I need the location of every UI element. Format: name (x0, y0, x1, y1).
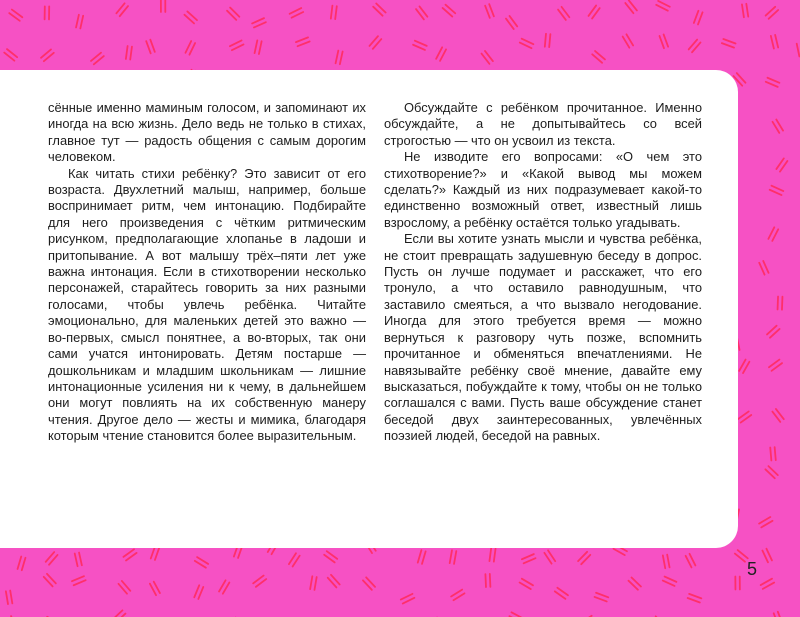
confetti-mark (759, 261, 768, 275)
confetti-mark (418, 550, 426, 564)
confetti-mark (75, 553, 82, 567)
confetti-mark (72, 576, 86, 585)
confetti-mark (45, 6, 50, 19)
confetti-mark (520, 579, 533, 589)
confetti-mark (663, 555, 670, 569)
confetti-mark (778, 297, 783, 310)
confetti-mark (623, 34, 633, 47)
confetti-mark (766, 7, 779, 19)
confetti-mark (772, 409, 783, 422)
confetti-mark (767, 326, 780, 338)
confetti-mark (126, 46, 132, 59)
confetti-mark (481, 51, 492, 64)
confetti-mark (310, 576, 317, 590)
paragraph: Если вы хотите узнать мысли и чувства ребёнка, не стоит превращать задушевную беседу в допрос. Пусть он лучше подумает и расскажет, что его тронуло, а что оставило равнодушным, что заставило смеяться, а что вызвало негодование. Иногда для этого требуется время — можно вернуться к разговору чуть позже, вспомнить прочитанное и обменяться впечатлениями. Не навязывайте ребёнку своё мнение, давайте ему высказаться, побуждайте к тому, чтобы он не только соглашался с вами. Пусть ваше обсуждение станет беседой двух заинтересованных, увлечённых поэзией людей, беседой на равных. (384, 231, 702, 444)
confetti-mark (769, 360, 782, 371)
confetti-mark (770, 186, 784, 195)
confetti-mark (765, 466, 777, 478)
confetti-mark (230, 40, 244, 50)
confetti-mark (522, 554, 536, 563)
confetti-mark (688, 594, 702, 603)
confetti-mark (416, 6, 427, 19)
confetti-mark (6, 591, 12, 605)
confetti-mark (628, 578, 640, 590)
confetti-mark (544, 550, 555, 563)
confetti-mark (506, 16, 517, 29)
confetti-mark (369, 36, 381, 49)
confetti-mark (195, 557, 208, 568)
confetti-mark (255, 40, 262, 54)
confetti-mark (443, 5, 456, 17)
confetti-mark (555, 588, 568, 599)
confetti-mark (595, 593, 609, 602)
confetti-mark (331, 6, 337, 19)
confetti-mark (151, 546, 159, 560)
confetti-mark (373, 4, 385, 16)
confetti-mark (18, 557, 26, 571)
confetti-mark (774, 612, 783, 617)
confetti-mark (656, 1, 670, 11)
confetti-mark (545, 34, 551, 47)
confetti-mark (328, 575, 340, 588)
confetti-mark (694, 11, 703, 25)
confetti-mark (558, 7, 569, 20)
confetti-mark (44, 574, 56, 587)
confetti-mark (722, 39, 736, 48)
paragraph: Как читать стихи ребёнку? Это зависит от его возраста. Двухлетний малыш, например, больше воспринимает ритм, чем интонацию. Подбирайте для него произведения с чётким ритмическим рисунком, предполагающие хлопанье в ладоши и притопывание. А вот малышу трёх–пяти лет уже важна интонация. Если в стихотворении несколько персонажей, старайтесь говорить за них разными голосами, чтобы увлечь ребёнка. Читайте эмоционально, для маленьких детей это важно — во-первых, смысл понятнее, а во-вторых, так они сами учатся интонировать. Детям постарше — дошкольникам и младшим школьникам — лишние интонационные усиления ни к чему, в дальнейшем они могут повлиять на их собственную манеру чтения. Другое дело — жесты и мимика, благодаря которым чтение становится более выразительным. (48, 165, 366, 444)
confetti-mark (663, 577, 677, 586)
confetti-mark (290, 8, 304, 18)
confetti-mark (776, 158, 787, 171)
confetti-mark (4, 49, 17, 61)
confetti-mark (41, 49, 54, 61)
confetti-mark (520, 39, 534, 49)
confetti-mark (592, 51, 605, 63)
confetti-mark (363, 577, 375, 589)
confetti-mark (413, 41, 427, 50)
confetti-mark (450, 550, 457, 564)
confetti-mark (509, 612, 523, 617)
text-column-right (384, 100, 702, 445)
confetti-mark (289, 553, 300, 566)
confetti-mark (485, 4, 494, 18)
confetti-mark (773, 120, 784, 133)
page-sheet (0, 70, 738, 548)
confetti-mark (113, 610, 125, 617)
confetti-mark (770, 447, 775, 460)
confetti-mark (91, 53, 104, 65)
confetti-mark (742, 4, 748, 18)
confetti-mark (185, 41, 195, 55)
paragraph: сённые именно маминым голосом, и запоминают их иногда на всю жизнь. Дело ведь не только в стихах, главное тут — радость общения с самым дорогим человеком. (48, 100, 366, 165)
confetti-mark (759, 517, 772, 527)
confetti-mark (9, 10, 22, 21)
confetti-mark (146, 40, 155, 54)
confetti-mark (123, 549, 136, 560)
page-number: 5 (746, 559, 757, 579)
paragraph: Обсуждайте с ребёнком прочитанное. Именно обсуждайте, а не допытывайтесь со всей строгостью — что он усвоил из текста. (384, 100, 702, 148)
confetti-mark (194, 585, 203, 599)
confetti-mark (625, 0, 637, 13)
confetti-mark (768, 227, 778, 241)
confetti-mark (184, 11, 197, 23)
confetti-mark (689, 40, 701, 53)
confetti-mark (401, 594, 415, 604)
confetti-mark (227, 8, 239, 20)
confetti-mark (771, 35, 778, 49)
confetti-mark (739, 360, 749, 373)
confetti-mark (588, 5, 599, 18)
confetti-mark (46, 552, 58, 565)
confetti-mark (485, 574, 490, 587)
confetti-mark (296, 37, 310, 46)
confetti-mark (436, 47, 446, 61)
confetti-mark (253, 576, 266, 587)
confetti-mark (686, 554, 696, 568)
text-column-left (48, 100, 366, 445)
confetti-mark (118, 581, 130, 594)
confetti-mark (219, 580, 229, 593)
confetti-mark (766, 78, 780, 87)
paragraph: Не изводите его вопросами: «О чем это стихотворение?» и «Какой вывод мы можем сделать?» Каждый из них подразумевает какой-то единственно возможный ответ, известный лишь взрослому, а ребёнку остаётся только угадывать. (384, 149, 702, 230)
confetti-mark (451, 590, 464, 601)
confetti-mark (76, 15, 83, 29)
confetti-mark (489, 548, 495, 561)
confetti-mark (659, 34, 668, 48)
confetti-mark (161, 0, 165, 12)
confetti-mark (324, 551, 337, 562)
confetti-mark (252, 18, 266, 27)
confetti-mark (336, 51, 343, 65)
confetti-mark (116, 3, 128, 16)
confetti-mark (761, 579, 774, 589)
confetti-mark (738, 411, 751, 422)
confetti-mark (578, 552, 590, 564)
confetti-mark (150, 582, 160, 596)
